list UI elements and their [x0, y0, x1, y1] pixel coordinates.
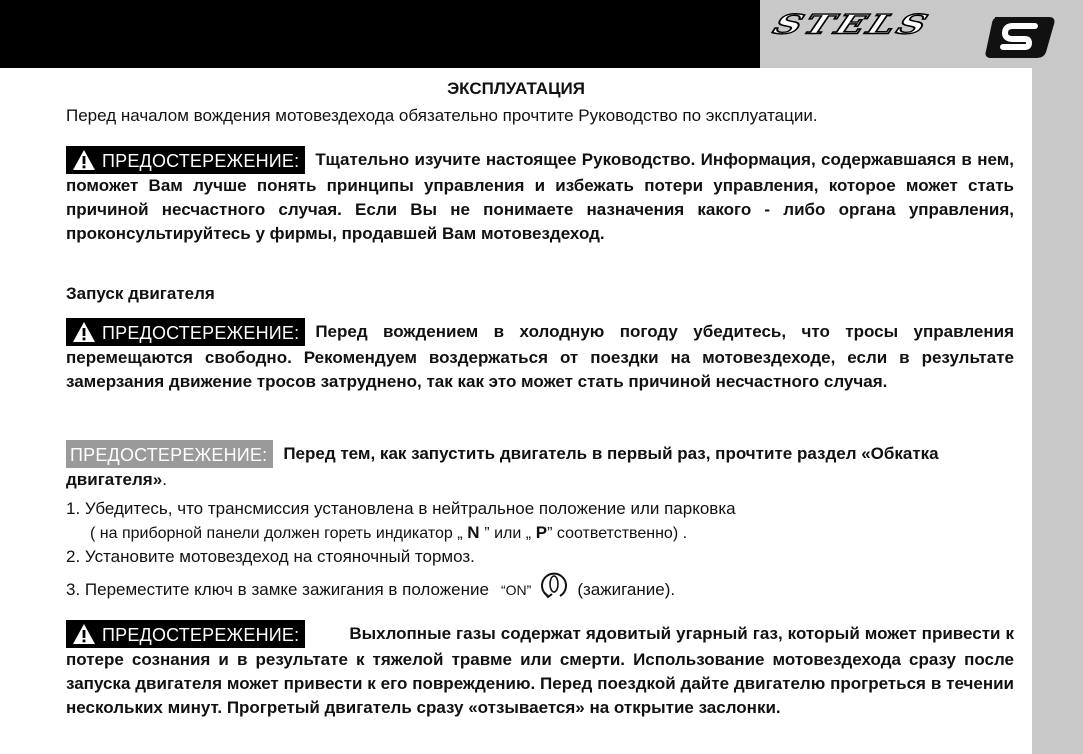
list-item: 2. Установите мотовездеход на стояночный тормоз.	[66, 547, 475, 566]
list-item: 3. Переместите ключ в замке зажигания в положение “ON” (зажигание).	[66, 569, 1014, 593]
list-item: 1. Убедитесь, что трансмиссия установлена в нейтральное положение или парковка	[66, 499, 736, 518]
warning-text: Выхлопные газы содержат ядовитый угарный газ, который может привести к потере сознания и в результате к тяжелой травме или смерти. Использование мотовездехода сразу после запуска двигателя может привести к его повреждению. Перед поездкой дайте двигателю прогреться в течении нескольких минут. Прогретый двигатель сразу «отзывается» на открытие заслонки.	[66, 624, 1014, 717]
indicator-p: P	[535, 523, 548, 542]
warning-triangle-icon	[72, 321, 96, 343]
steps-list	[66, 497, 1014, 599]
section-title: Запуск двигателя	[66, 284, 215, 303]
warning-text: Перед тем, как запустить двигатель в первый раз, прочтите раздел «Обкатка двигателя»	[66, 444, 939, 489]
indicator-n: N	[467, 523, 480, 542]
warning-badge	[66, 146, 305, 174]
warning-label: ПРЕДОСТЕРЕЖЕНИЕ:	[102, 625, 300, 645]
list-item: ( на приборной панели должен гореть индикатор „ N ” или „ P” соответственно) .	[90, 523, 688, 542]
brand-emblem-icon	[985, 14, 1057, 60]
warning-badge	[66, 620, 305, 648]
warning-badge	[66, 440, 273, 468]
warning-block	[66, 620, 1014, 720]
warning-label: ПРЕДОСТЕРЕЖЕНИЕ:	[102, 151, 300, 171]
warning-text: Тщательно изучите настоящее Руководство. Информация, содержавшаяся в нем, поможет Вам лучше понять принципы управления и избежать потери управления, которое может стать причиной несчастного случая. Если Вы не понимаете назначения какого - либо органа управления, проконсультируйтесь у фирмы, продавшей Вам мотовездеход.	[66, 150, 1014, 243]
warning-label: ПРЕДОСТЕРЕЖЕНИЕ:	[102, 323, 300, 343]
warning-triangle-icon	[72, 149, 96, 171]
brand-logo-area	[760, 0, 1083, 68]
side-strip	[1032, 68, 1083, 754]
header-bar	[0, 0, 760, 68]
warning-block	[66, 318, 1014, 394]
warning-triangle-icon	[72, 623, 96, 645]
page-title: ЭКСПЛУАТАЦИЯ	[447, 79, 585, 98]
warning-badge	[66, 318, 305, 346]
warning-text: Перед вождением в холодную погоду убедитесь, что тросы управления перемещаются свободно. Рекомендуем воздержаться от поездки на мотовездеходе, если в результате замерзания движение тросов затруднено, так как это может стать причиной несчастного случая.	[66, 322, 1014, 391]
warning-text-end: .	[162, 470, 167, 489]
warning-block	[66, 440, 1014, 492]
warning-label: ПРЕДОСТЕРЕЖЕНИЕ:	[70, 445, 268, 465]
ignition-key-icon	[537, 569, 571, 603]
brand-logo-text: STELS	[768, 8, 936, 40]
warning-block	[66, 146, 1014, 246]
intro-text: Перед началом вождения мотовездехода обязательно прочтите Руководство по эксплуатации.	[66, 106, 818, 125]
on-label: “ON”	[500, 582, 532, 598]
